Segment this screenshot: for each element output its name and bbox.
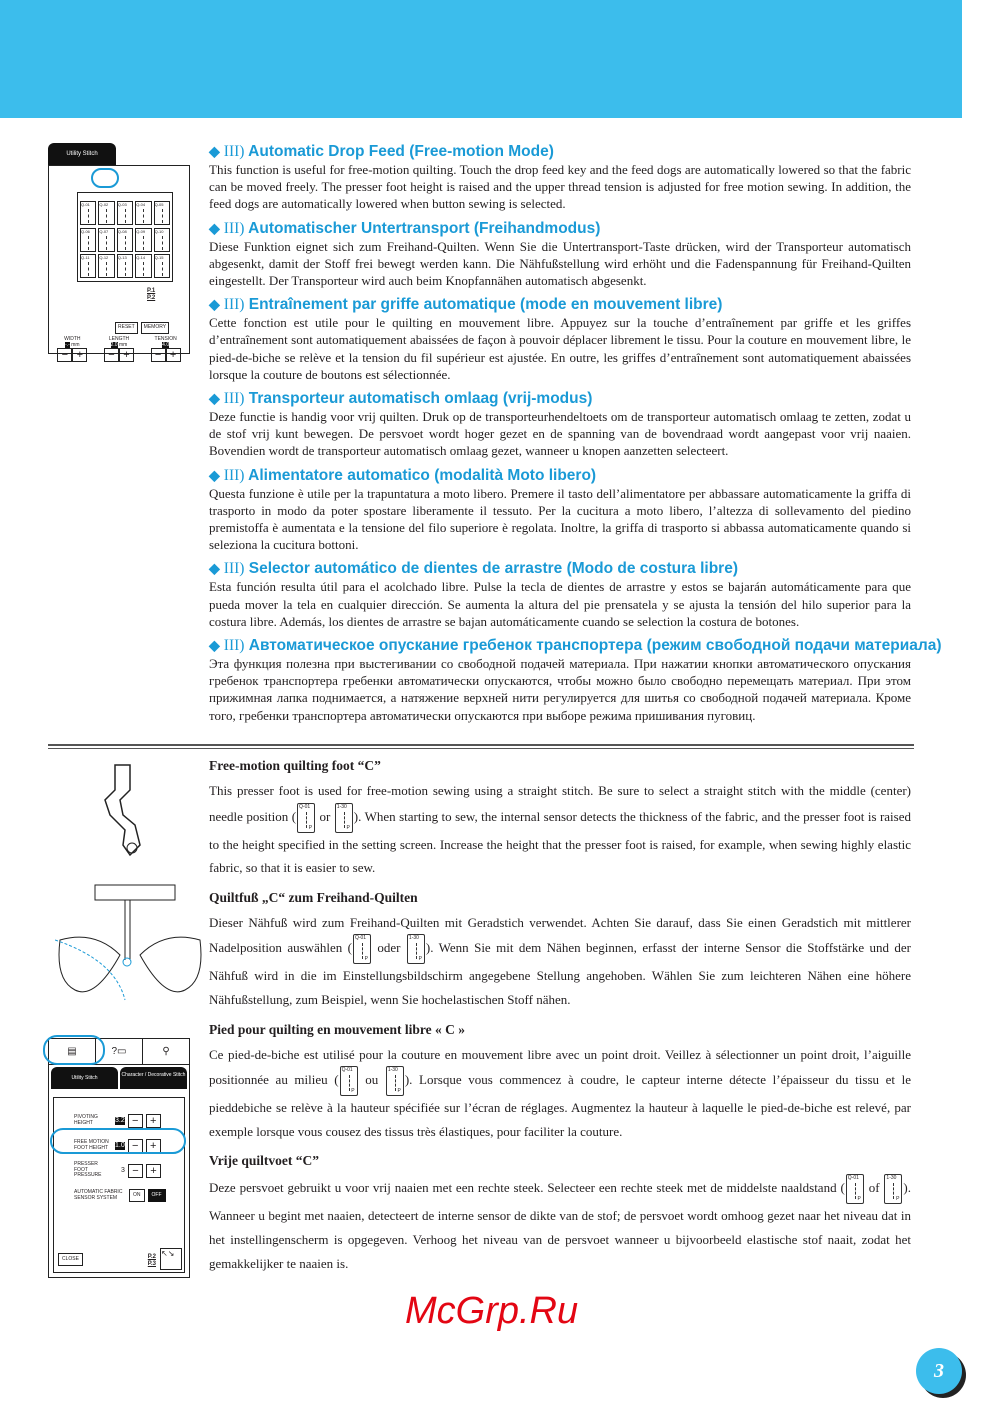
stitch-code: Q-02 (99, 202, 109, 207)
section-title: Alimentatore automatico (modalità Moto libero) (248, 466, 597, 484)
section-title: Selector automático de dientes de arrastre (Modo de costura libre) (248, 560, 738, 578)
free-motion-height-value: 1.0 (115, 1141, 125, 1149)
stitch-p-label: P (364, 956, 368, 963)
stitch-key[interactable] (98, 228, 114, 252)
unit: mm (118, 342, 128, 348)
foot-title: Quiltfuß „C“ zum Freihand-Quilten (209, 889, 418, 905)
stitch-code: Q-14 (136, 255, 146, 261)
stitch-key-icon (297, 803, 315, 833)
section-number: III) (223, 219, 245, 237)
stitch-code: Q-11 (81, 255, 90, 261)
drop-feed-sections (209, 142, 942, 730)
section-number: III) (223, 390, 245, 408)
stitch-code: 1-30 (408, 935, 419, 942)
stitch-key[interactable] (98, 201, 114, 225)
stitch-key-icon (353, 934, 371, 964)
section-body: Esta función resulta útil para el acolchado libre. Pulse la tecla de dientes de arrastre y estos se bajarán automáticamente para que pueda mover la tela en cualquier dirección. Se aumenta la altura del pie prensatela y se ajusta la tensión del hilo superior para la costura libre. Además, los dientes de arrastre se bajan automáticamente cuando se selection la costura de botones. (209, 579, 911, 629)
section (209, 389, 911, 460)
diamond-icon: ◆ (209, 143, 220, 159)
stitch-code: Q-12 (99, 255, 109, 261)
stitch-p-label: P (346, 824, 350, 831)
utility-stitch-screen (48, 143, 190, 361)
stitch-code: Q-06 (81, 228, 90, 234)
stitch-code: Q-01 (354, 935, 367, 942)
length-minus-button[interactable]: − (104, 348, 119, 362)
text: Dieser Nähfuß wird zum Freihand-Quilten mit Geradstich verwendet. Achten Sie darauf, dass Sie einen Geradstich mit mittlerer Nadelposition auswählen ( (209, 914, 911, 956)
section (209, 559, 911, 630)
section-body: Cette fonction est utile pour le quilting en mouvement libre. Appuyez sur la touche d’entraînement par griffe et les griffes d’entraînement sont automatiquement abaissées de façon à pouvoir déplacer librement le tissu. Pour la couture en mouvement libre, le pied-de-biche se relève et la tension du fil supérieur est ajustée. En outre, les griffes d’entraînement sont automatiquement abaissées lorsque la couture de boutons est sélectionnée. (209, 315, 911, 382)
section-body: Diese Funktion eignet sich zum Freihand-Quilten. Wenn Sie die Untertransport-Taste drücken, wird der Transporteur automatisch abgesenkt, damit der Stoff frei bewegt werden kann. Die Nähfußstellung wird erhöht und die Fadenspannung für Freihand-Quilten eingestellt. Der Transporteur wird auch beim Knopfannähen automatisch abgesenkt. (209, 238, 911, 289)
stitch-code: Q-01 (341, 1067, 353, 1074)
stitch-code: Q-01 (81, 202, 90, 207)
diamond-icon: ◆ (209, 390, 220, 407)
section-heading (209, 466, 911, 485)
stitch-code: 1-30 (886, 1175, 897, 1182)
section-body: Questa funzione è utile per la trapuntatura a moto libero. Premere il tasto dell’alimentatore per abbassare automaticamente la griffa di trasporto in modo da poter spostare liberamente il tessuto. Per la cucitura a moto libero, l’altezza di sollevamento del piedino premistoffa è aumentata e la tensione del filo superiore è regolata. Inoltre, la griffa di trasporto si abbassa automaticamente quando si seleziona la cucitura bottoni. (209, 485, 911, 553)
text: oder (377, 940, 401, 956)
text: This presser foot is used for free-motion sewing using a straight stitch. Be sure to select a straight stitch with the middle (center) needle position ( (209, 783, 911, 824)
width-plus-button[interactable]: + (72, 348, 87, 362)
sensor-on-button[interactable]: ON (129, 1189, 145, 1203)
section (209, 219, 911, 290)
stitch-key-icon (407, 934, 425, 964)
length-value: 2.0 (110, 342, 118, 348)
text: Deze persvoet gebruikt u voor vrij naaien met een rechte steek. Selecteer een rechte steek met de middelste naaldstand ( (209, 1180, 845, 1196)
watermark: McGrp.Ru (405, 1290, 579, 1332)
text: or (319, 808, 331, 824)
section-body: Эта функция полезна при выстегивании со свободной подачей материала. При нажатии кнопки автоматического опускания гребенок транспортера гребенки автоматически опускаются, чтобы можно было свободно перемещать материал. При этом прижимная лапка поднимается, а натяжение верхней нити регулируется для шитья со свободной подачей материала. Кроме того, гребенки транспортера автоматически опускаются при выборе режима пришивания пуговиц. (209, 656, 911, 723)
free-minus-button[interactable]: − (128, 1139, 143, 1153)
presser-pressure-label: PRESSER FOOT PRESSURE (74, 1161, 102, 1179)
stitch-p-label: P (397, 1088, 401, 1095)
stitch-p-label: P (896, 1196, 900, 1203)
quilting-foot-illustration (95, 760, 165, 860)
section-body: Deze functie is handig voor vrij quilten. Druk op de transporteurhendeltoets om de transporteur automatisch omlaag te zetten, zodat u de stof vrij kunt bewegen. De persvoet wordt hoger gezet en de spanning van de bovendraad wordt aangepast voor vrij naaien. Bovendien wordt de transporteur automatisch omlaag gezet, wanneer u knopen aanzetten selecteert. (209, 409, 911, 459)
foot-section (209, 1152, 911, 1275)
page-indicator: P.1 (147, 288, 156, 294)
page-scroll-button[interactable]: ↖↘ (160, 1248, 182, 1270)
stitch-p-label: P (857, 1196, 861, 1203)
stitch-key-icon (335, 803, 353, 833)
highlight (91, 168, 119, 188)
foot-body (209, 1043, 911, 1144)
width-minus-button[interactable]: − (57, 348, 72, 362)
foot-title: Vrije quiltvoet “C” (209, 1153, 319, 1169)
unit: mm (71, 342, 80, 348)
foot-section (209, 757, 911, 880)
pressure-plus-button[interactable]: + (146, 1164, 161, 1178)
stitch-key[interactable] (117, 254, 133, 278)
pivoting-height-label: PIVOTING HEIGHT (74, 1114, 98, 1126)
foot-body (209, 1174, 911, 1275)
section (209, 466, 911, 554)
foot-title: Free-motion quilting foot “C” (209, 758, 381, 773)
stitch-key[interactable] (117, 201, 133, 225)
tension-value: 4.0 (162, 342, 170, 348)
section (209, 142, 911, 213)
stitch-code: Q-10 (154, 228, 164, 234)
stitch-key-icon (386, 1066, 404, 1096)
stitch-code: Q-07 (99, 228, 109, 234)
foot-title: Pied pour quilting en mouvement libre « C » (209, 1021, 466, 1037)
stitch-p-label: P (308, 824, 313, 831)
section (209, 295, 911, 383)
text: ou (365, 1072, 379, 1088)
stitch-p-label: P (351, 1088, 355, 1095)
foot-body (209, 911, 911, 1012)
diamond-icon: ◆ (209, 637, 220, 654)
stitch-key[interactable] (135, 201, 151, 225)
help-icon[interactable]: ?▭ (96, 1039, 143, 1064)
stitch-key[interactable] (80, 228, 96, 252)
section-heading (209, 389, 911, 408)
section-number: III) (223, 143, 245, 160)
stitch-code: Q-04 (136, 202, 146, 207)
stitch-code: Q-05 (154, 202, 164, 207)
presser-pressure-value: 3 (121, 1166, 125, 1174)
section-number: III) (223, 296, 245, 314)
section-heading (209, 559, 911, 578)
section (209, 636, 942, 724)
stitch-key-icon (884, 1174, 902, 1204)
stitch-code: Q-08 (117, 228, 127, 234)
section-number: III) (223, 637, 245, 655)
sensor-off-button[interactable]: OFF (148, 1189, 166, 1203)
section-heading (209, 142, 911, 161)
diamond-icon: ◆ (209, 560, 220, 577)
stitch-key[interactable] (154, 228, 170, 252)
page-total: P.2 (147, 295, 156, 301)
pivot-minus-button[interactable]: − (128, 1114, 143, 1128)
header-band (0, 0, 962, 118)
diamond-icon: ◆ (209, 219, 220, 236)
tab-utility-stitch[interactable]: Utility Stitch (51, 1067, 118, 1089)
section-title: Transporteur automatisch omlaag (vrij-modus) (248, 390, 593, 408)
stitch-key[interactable] (154, 254, 170, 278)
highlight (43, 1035, 105, 1065)
text: ). Lorsque vous commencez à coudre, le capteur interne détecte l’épaisseur du tissu et le pieddebiche se relève à la hauteur spécifiée sur l’écran de réglages. Augmentez la hauteur à laquelle le pied-de-biche est relevé, par exemple lorsque vous cousez des tissus très élastiques, pour faciliter la couture. (209, 1072, 911, 1139)
tab-utility-stitch[interactable]: Utility Stitch (48, 143, 116, 165)
stitch-key[interactable] (80, 254, 96, 278)
section-title: Automatic Drop Feed (Free-motion Mode) (248, 143, 554, 160)
stitch-grid (77, 192, 173, 282)
stitch-key[interactable] (135, 254, 151, 278)
tension-label: TENSION (154, 336, 177, 342)
stitch-code: Q-01 (847, 1175, 859, 1182)
section-number: III) (223, 560, 245, 578)
section-heading (209, 636, 942, 655)
width-value: -.- (65, 342, 70, 348)
stitch-key-icon (340, 1066, 358, 1096)
text: ). Wenn Sie mit dem Nähen beginnen, erfasst der interne Sensor die Stoffstärke und der Nähfuß wird in die im Einstellungsbildschirm angegebene Stellung angehoben. Wählen Sie zum leichteren Nähen eine höhere Nähfußstellung, zum Beispiel, wenn Sie hochelastischen Stoff nähen. (209, 940, 912, 1007)
tab-character-decorative[interactable]: Character / Decorative Stitch (120, 1067, 187, 1089)
foot-body (209, 779, 911, 880)
section-title: Entraînement par griffe automatique (mode en mouvement libre) (248, 296, 723, 314)
memory-button[interactable]: MEMORY (141, 322, 169, 334)
stitch-key[interactable] (135, 228, 151, 252)
machine-icon[interactable]: ⚲ (162, 1046, 170, 1057)
section-heading (209, 295, 911, 314)
close-button[interactable]: CLOSE (58, 1253, 83, 1267)
length-label: LENGTH (108, 336, 130, 342)
tension-minus-button[interactable]: − (151, 348, 166, 362)
free-plus-button[interactable]: + (146, 1139, 161, 1153)
text: ). Wanneer u begint met naaien, detecteert de interne sensor de dikte van de stof; de persvoet wordt omhoog gezet naar het niveau dat in het instellingenscherm is opgegeven. Verhoog het niveau van de persvoet wanneer u bijvoorbeeld elastische stof naait, zodat het gemakkelijker te naaien is. (209, 1180, 912, 1271)
stitch-code: Q-09 (136, 228, 146, 234)
stitch-key[interactable] (154, 201, 170, 225)
text: of (868, 1180, 880, 1196)
section-number: III) (223, 466, 245, 484)
length-plus-button[interactable]: + (119, 348, 134, 362)
stitch-key[interactable] (80, 201, 96, 225)
diamond-icon: ◆ (209, 296, 220, 313)
stitch-code: 1-30 (336, 803, 347, 810)
settings-icon[interactable]: ▤ (49, 1039, 96, 1064)
stitch-code: Q-13 (117, 255, 127, 261)
section-title: Automatischer Untertransport (Freihandmodus) (248, 219, 601, 237)
width-label: WIDTH (64, 336, 81, 342)
section-heading (209, 219, 911, 238)
pivot-plus-button[interactable]: + (146, 1114, 161, 1128)
stitch-key[interactable] (98, 254, 114, 278)
page-indicator: P.2 (147, 1254, 156, 1260)
fabric-sensor-label: AUTOMATIC FABRIC SENSOR SYSTEM (74, 1189, 123, 1201)
foot-section (209, 1021, 911, 1144)
pivoting-height-value: 3.2 (115, 1116, 125, 1124)
hands-quilting-illustration (55, 880, 205, 1015)
divider (48, 744, 914, 749)
stitch-code: Q-15 (154, 255, 164, 261)
section-title: Автоматическое опускание гребенок транспортера (режим свободной подачи материала) (248, 637, 942, 655)
text: Ce pied-de-biche est utilisé pour la couture en mouvement libre avec un point droit. Veillez à sélectionner un point droit, l’aiguille positionnée au milieu ( (209, 1046, 911, 1088)
stitch-key-icon (846, 1174, 864, 1204)
page-total: P.3 (147, 1261, 156, 1267)
stitch-p-label: P (418, 956, 422, 963)
free-motion-height-label: FREE MOTION FOOT HEIGHT (74, 1139, 109, 1151)
settings-screen (48, 1038, 190, 1278)
pressure-minus-button[interactable]: − (128, 1164, 143, 1178)
section-body: This function is useful for free-motion quilting. Touch the drop feed key and the feed dogs are automatically lowered so that the fabric can be moved freely. The presser foot height is raised and the upper thread tension is adjusted for free motion sewing. In addition, the feed dogs are automatically lowered when button sewing is selected. (209, 162, 911, 212)
stitch-key[interactable] (117, 228, 133, 252)
reset-button[interactable]: RESET (115, 322, 138, 334)
stitch-code: 1-30 (387, 1067, 398, 1074)
quilting-foot-sections (209, 757, 911, 1284)
text: ). When starting to sew, the internal sensor detects the thickness of the fabric, and the presser foot is raised to the height specified in the setting screen. Increase the height that the presser foot is raised, for example, when sewing highly elastic fabric, so that it is easier to sew. (209, 808, 911, 876)
foot-section (209, 889, 911, 1012)
stitch-code: Q-03 (117, 202, 127, 207)
highlight (50, 1128, 186, 1154)
tension-plus-button[interactable]: + (166, 348, 181, 362)
diamond-icon: ◆ (209, 466, 220, 483)
stitch-code: Q-01 (299, 803, 311, 810)
page-number: 3 (916, 1348, 962, 1394)
